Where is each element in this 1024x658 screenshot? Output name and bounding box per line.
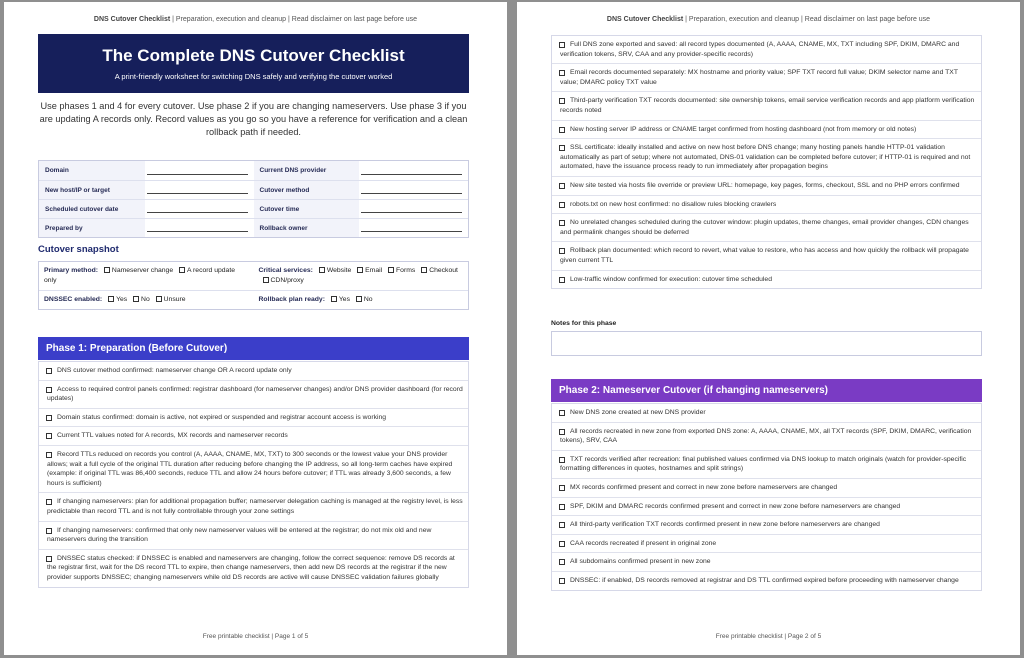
intro-paragraph: Use phases 1 and 4 for every cutover. Use phase 2 if you are changing nameservers. Use phase 3 if you are updating A records only. Record values as you go so you have a reference for verification and a clean rollback path if needed. <box>39 101 468 138</box>
option-label: A record update only <box>44 267 235 284</box>
page-footer: Free printable checklist | Page 2 of 5 <box>715 633 822 640</box>
header-note: Read disclaimer on last page before use <box>804 16 931 23</box>
checkbox[interactable] <box>559 457 565 463</box>
info-row <box>39 218 468 237</box>
checklist-item-text: No unrelated changes scheduled during the cutover window: plugin updates, theme changes, email provider changes, CDN changes and permalink changes should be deferred <box>560 219 969 236</box>
checkbox[interactable] <box>357 267 363 273</box>
checklist-item-text: DNSSEC: if enabled, DS records removed at registrar and DS TTL confirmed expired before proceeding with nameserver change <box>570 576 959 584</box>
info-row <box>39 199 468 218</box>
notes-label: Notes for this phase <box>551 320 617 327</box>
phase-2-checklist <box>551 403 982 591</box>
checkbox[interactable] <box>559 183 565 189</box>
header-subtitle: Preparation, execution and cleanup <box>175 16 287 23</box>
info-row <box>39 161 468 180</box>
rollback-cell <box>254 291 469 309</box>
checklist-item-text: SPF, DKIM and DMARC records confirmed present and correct in new zone before nameservers are changed <box>570 502 901 510</box>
checklist-item <box>552 195 981 214</box>
checklist-item-text: Low-traffic window confirmed for execution: cutover time scheduled <box>570 275 772 283</box>
checklist-item-text: Record TTLs reduced on records you control (A, AAAA, CNAME, MX, TXT) to 300 seconds or the lowest value your DNS provider allows; wait a full cycle of the original TTL duration after reducing before changing the IP address, so all long-term caches have expired (example: if original TTL was 86,400 seconds, reduce TTL and allow 24 hours before cutover; if TTL was already 3,600 seconds, a few hours is sufficient) <box>47 450 453 487</box>
checklist-item-text: New hosting server IP address or CNAME target confirmed from hosting dashboard (not from memory or old notes) <box>570 125 917 133</box>
checkbox[interactable] <box>133 296 139 302</box>
checklist-item <box>39 380 468 408</box>
field-input-line[interactable] <box>145 181 254 199</box>
checklist-item <box>552 497 981 516</box>
checklist-item-text: CAA records recreated if present in original zone <box>570 539 717 547</box>
checkbox[interactable] <box>356 296 362 302</box>
checkbox[interactable] <box>559 145 565 151</box>
checklist-item <box>552 404 981 422</box>
checkbox[interactable] <box>559 429 565 435</box>
field-input-line[interactable] <box>359 161 468 180</box>
checklist-item-text: Access to required control panels confirmed: registrar dashboard (for nameserver changes) and/or DNS provider dashboard (for record updates) <box>47 385 463 403</box>
header-title: DNS Cutover Checklist <box>606 16 684 23</box>
checklist-item <box>39 521 468 549</box>
checkbox[interactable] <box>46 452 52 458</box>
document-subtitle: A print-friendly worksheet for switching DNS safely and verifying the cutover worked <box>114 72 393 81</box>
header-separator: | <box>801 16 803 23</box>
primary-method-label: Primary method: <box>44 267 99 274</box>
field-input-line[interactable] <box>359 181 468 199</box>
checklist-item-text: robots.txt on new host confirmed: no disallow rules blocking crawlers <box>570 200 777 208</box>
checkbox[interactable] <box>559 410 565 416</box>
checklist-item <box>39 492 468 520</box>
field-label: Cutover time <box>254 200 360 218</box>
info-row <box>39 180 468 199</box>
checklist-item <box>552 552 981 571</box>
option-label: Yes <box>338 296 350 303</box>
checklist-item <box>552 270 981 289</box>
checkbox[interactable] <box>559 578 565 584</box>
info-table <box>38 160 469 238</box>
field-label: Rollback owner <box>254 219 360 237</box>
phase-1-checklist-continued <box>551 35 982 289</box>
snapshot-table <box>38 261 469 310</box>
checkbox[interactable] <box>319 267 325 273</box>
title-banner <box>38 34 469 93</box>
checkbox[interactable] <box>46 556 52 562</box>
checkbox[interactable] <box>559 202 565 208</box>
field-input-line[interactable] <box>145 219 254 237</box>
checklist-item-text: Rollback plan documented: which record to revert, what value to restore, who has access and how quickly the rollback will propagate given current TTL <box>560 247 969 264</box>
option-label: No <box>141 296 150 303</box>
field-label: Cutover method <box>254 181 360 199</box>
field-label: Domain <box>39 161 145 180</box>
field-label: New host/IP or target <box>39 181 145 199</box>
dnssec-cell <box>39 291 254 309</box>
checklist-item <box>552 571 981 590</box>
checklist-item-text: SSL certificate: ideally installed and active on new host before DNS change; many hosting panels handle HTTP-01 validation automatically as part of setup; where not automated, DNS-01 validation can be completed before cutover; if HTTP-01 is required and not automated, have the issuance process ready to run immediately after propagation begins <box>560 144 971 171</box>
checklist-item <box>552 241 981 269</box>
checklist-item <box>552 534 981 553</box>
checkbox[interactable] <box>156 296 162 302</box>
checkbox[interactable] <box>559 98 565 104</box>
rollback-label: Rollback plan ready: <box>258 296 325 303</box>
checklist-item-text: Domain status confirmed: domain is active, not expired or suspended and registrar account access is working <box>57 413 387 421</box>
checklist-item <box>39 362 468 380</box>
critical-services-label: Critical services: <box>258 267 313 274</box>
checklist-item <box>39 445 468 492</box>
checklist-item <box>552 120 981 139</box>
option-label: Unsure <box>163 296 186 303</box>
checkbox[interactable] <box>263 277 269 283</box>
checklist-item-text: MX records confirmed present and correct in new zone before nameservers are changed <box>570 483 838 491</box>
option-label: Email <box>365 267 383 274</box>
checklist-item-text: If changing nameservers: plan for additional propagation buffer; nameserver delegation caching is managed at the registry level, is less predictable than record TTL and is not fully controllable through your zone settings <box>47 498 463 515</box>
checkbox[interactable] <box>331 296 337 302</box>
checkbox[interactable] <box>559 127 565 133</box>
option-label: Checkout <box>429 267 458 274</box>
field-input-line[interactable] <box>359 219 468 237</box>
snapshot-row <box>39 262 468 290</box>
checklist-item-text: TXT records verified after recreation: final published values confirmed via DNS lookup to match originals (watch for provider-specific formatting differences in quotes, hostnames and split strings) <box>560 455 967 473</box>
header-subtitle: Preparation, execution and cleanup <box>688 16 800 23</box>
field-label: Current DNS provider <box>254 161 360 180</box>
header-note: Read disclaimer on last page before use <box>291 16 418 23</box>
critical-services-cell <box>254 262 469 290</box>
checklist-item-text: Full DNS zone exported and saved: all record types documented (A, AAAA, CNAME, MX, TXT including SPF, DKIM, DMARC and verification tokens, SRV, CAA and any provider-specific records) <box>560 41 960 58</box>
checklist-item-text: All subdomains confirmed present in new zone <box>570 558 711 566</box>
checklist-item <box>552 213 981 241</box>
phase-1-checklist <box>38 361 469 588</box>
field-label: Prepared by <box>39 219 145 237</box>
page-header <box>517 16 1020 23</box>
checkbox[interactable] <box>46 387 52 393</box>
header-separator: | <box>288 16 290 23</box>
checkbox[interactable] <box>559 70 565 76</box>
checklist-item-text: DNSSEC status checked: if DNSSEC is enabled and nameservers are changing, follow the correct sequence: remove DS records at the registrar first, wait for the DS record TTL to expire, then change nameservers, then add new DS records at the registrar if the new provider supports DNSSEC; changing nameservers while old DS records are active will cause DNSSEC validation failures globally <box>47 554 455 581</box>
page-1 <box>4 2 507 655</box>
checklist-item <box>552 138 981 176</box>
option-label: Nameserver change <box>111 267 174 274</box>
phase-2-header <box>551 379 982 402</box>
page-header <box>4 16 507 23</box>
checkbox[interactable] <box>559 277 565 283</box>
checkbox[interactable] <box>46 415 52 421</box>
checklist-item <box>552 422 981 450</box>
checklist-item <box>39 426 468 445</box>
checkbox[interactable] <box>104 267 110 273</box>
checkbox[interactable] <box>559 248 565 254</box>
checklist-item <box>552 91 981 119</box>
phase-title: Phase 2: Nameserver Cutover (if changing nameservers) <box>559 385 828 396</box>
option-label: No <box>363 296 373 303</box>
checkbox[interactable] <box>46 368 52 374</box>
field-label: Scheduled cutover date <box>39 200 145 218</box>
checklist-item-text: All records recreated in new zone from exported DNS zone: A, AAAA, CNAME, MX, all TXT records (SPF, DKIM, DMARC, verification tokens), SRV, CAA <box>560 427 972 445</box>
checklist-item-text: DNS cutover method confirmed: nameserver change OR A record update only <box>57 367 292 374</box>
document-title: The Complete DNS Cutover Checklist <box>102 46 405 65</box>
checklist-item-text: All third-party verification TXT records confirmed present in new zone before nameservers are changed <box>570 521 880 529</box>
checklist-item <box>552 478 981 497</box>
checkbox[interactable] <box>46 499 52 505</box>
checkbox[interactable] <box>559 42 565 48</box>
field-input-line[interactable] <box>145 161 254 180</box>
header-separator: | <box>685 16 687 23</box>
page-2 <box>517 2 1020 655</box>
dnssec-label: DNSSEC enabled: <box>44 296 103 303</box>
checklist-item-text: Email records documented separately: MX hostname and priority value; SPF TXT record full value; DKIM selector name and TXT value; DMARC policy TXT value <box>560 69 958 86</box>
snapshot-heading: Cutover snapshot <box>38 244 119 255</box>
header-separator: | <box>172 16 174 23</box>
checkbox[interactable] <box>421 267 427 273</box>
checklist-item-text: New DNS zone created at new DNS provider <box>570 409 706 416</box>
checkbox[interactable] <box>559 559 565 565</box>
header-title: DNS Cutover Checklist <box>93 16 171 23</box>
checklist-item-text: Current TTL values noted for A records, MX records and nameserver records <box>57 432 288 440</box>
option-label: Yes <box>116 296 128 303</box>
checklist-item <box>39 549 468 587</box>
checklist-item <box>552 176 981 195</box>
checkbox[interactable] <box>179 267 185 273</box>
phase-1-header <box>38 337 469 360</box>
field-input-line[interactable] <box>145 200 254 218</box>
option-label: Forms <box>396 267 416 274</box>
checkbox[interactable] <box>559 522 565 528</box>
checkbox[interactable] <box>559 541 565 547</box>
checklist-item <box>552 450 981 478</box>
option-label: CDN/proxy <box>270 277 304 284</box>
checkbox[interactable] <box>559 220 565 226</box>
checklist-item-text: If changing nameservers: confirmed that only new nameserver values will be entered at the registrar; do not mix old and new nameservers during the transition <box>47 526 432 544</box>
field-input-line[interactable] <box>359 200 468 218</box>
checklist-item-text: New site tested via hosts file override or preview URL: homepage, key pages, forms, checkout, SSL and no PHP errors confirmed <box>570 181 960 189</box>
checkbox[interactable] <box>108 296 114 302</box>
page-footer: Free printable checklist | Page 1 of 5 <box>202 633 309 640</box>
snapshot-row <box>39 290 468 309</box>
primary-method-cell <box>39 262 254 290</box>
phase-title: Phase 1: Preparation (Before Cutover) <box>46 343 228 354</box>
checkbox[interactable] <box>559 504 565 510</box>
checkbox[interactable] <box>559 485 565 491</box>
checklist-item <box>552 63 981 91</box>
checkbox[interactable] <box>46 433 52 439</box>
option-label: Website <box>326 267 352 274</box>
notes-field[interactable] <box>551 331 982 356</box>
checklist-item <box>39 408 468 427</box>
checklist-item-text: Third-party verification TXT records documented: site ownership tokens, email service verification records and app platform verification records noted <box>560 97 975 114</box>
checkbox[interactable] <box>388 267 394 273</box>
checklist-item <box>552 36 981 63</box>
checkbox[interactable] <box>46 528 52 534</box>
checklist-item <box>552 515 981 534</box>
